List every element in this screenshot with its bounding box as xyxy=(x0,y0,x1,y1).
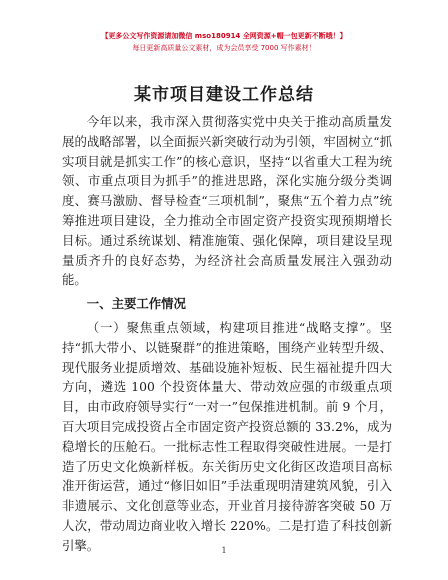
document-body xyxy=(62,112,392,556)
intro-paragraph: 今年以来，我市深入贯彻落实党中央关于推动高质量发展的战略部署，以全面振兴新突破行动为引领，牢固树立“抓实项目就是抓实工作”的核心意识，坚持“以省重大工程为统领、市重点项目为抓手”的推进思路，深化实施分级分类调度、赛马激励、督导检查“三项机制”，聚焦“五个着力点”统筹推进项目建设，全力推动全市固定资产投资实现预期增长目标。通过系统谋划、精准施策、强化保障，项目建设呈现量质齐升的良好态势，为经济社会高质量发展注入强劲动能。 xyxy=(62,114,392,288)
section-heading: 一、主要工作情况 xyxy=(86,296,186,312)
promo-banner-line-1: 【更多公文写作资源请加微信 mso180914 全网资源+帽一包更新不断哦！】 xyxy=(101,32,347,40)
section-paragraph: （一）聚焦重点领域，构建项目推进“战略支撑”。坚持“抓大带小、以链聚群”的推进策略，围绕产业转型升级、现代服务业提质增效、基础设施补短板、民生福祉提升四大方向，遴选 100 个投资体量大、带动效应强的市级重点项目，由市政府领导实行“一对一”包保推进机制。前 9 个月，百大项目完成投资占全市固定资产投资总额的 33.2%，成为稳增长的压舱石。一批标志性工程取得突破性进展。一是打造了历史文化焕新样板。东关街历史文化街区改造项目高标准开街运营，通过“修旧如旧”手法重现明清建筑风貌，引入非遗展示、文化创意等业态，开业首月接待游客突破 50 万人次，带动周边商业收入增长 220%。二是打造了科技创新引擎。 xyxy=(62,319,392,553)
promo-banner xyxy=(0,30,448,54)
document-title: 某市项目建设工作总结 xyxy=(134,85,314,105)
promo-banner-line-2: 每日更新高质量公文素材，成为会员享受 7000 写作素材！ xyxy=(132,44,316,52)
page-number: 1 xyxy=(221,546,227,555)
